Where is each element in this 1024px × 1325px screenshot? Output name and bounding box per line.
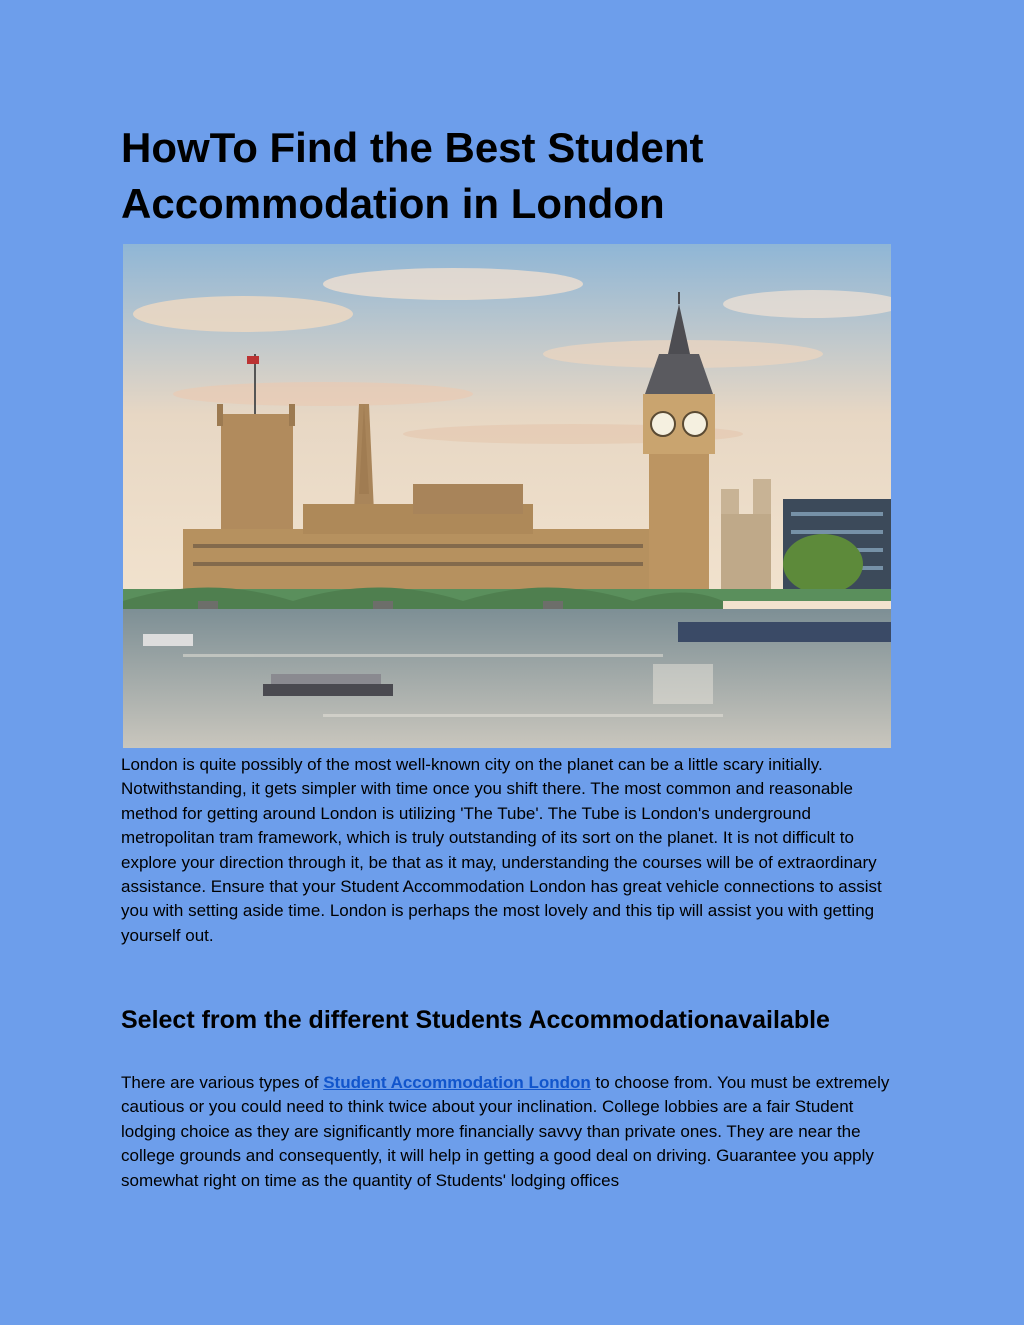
paragraph-text-start: There are various types of <box>121 1073 324 1092</box>
london-westminster-illustration <box>123 244 891 748</box>
intro-paragraph: London is quite possibly of the most well-known city on the planet can be a little scary initially. Notwithstanding, it gets simpler with time once you shift there. The most common and reasonable method for getting around London is utilizing 'The Tube'. The Tube is London's underground metropolitan tram framework, which is truly outstanding of its sort on the planet. It is not difficult to explore your direction through it, be that as it may, understanding the courses will be of extraordinary assistance. Ensure that your Student Accommodation London has great vehicle connections to assist you with setting aside time. London is perhaps the most lovely and this tip will assist you with getting yourself out. <box>121 755 882 945</box>
hero-image <box>123 244 891 748</box>
student-accommodation-link[interactable]: Student Accommodation London <box>323 1073 591 1092</box>
accommodation-paragraph <box>121 1071 905 1193</box>
page-title: HowTo Find the Best Student Accommodation in London <box>121 124 704 227</box>
section-heading: Select from the different Students Accommodationavailable <box>121 1006 830 1034</box>
paragraph-text-end: to choose from. You must be extremely cautious or you could need to think twice about your inclination. College lobbies are a fair Student lodging choice as they are significantly more financially savvy than private ones. They are near the college grounds and consequently, it will help in getting a good deal on driving. Guarantee you apply somewhat right on time as the quantity of Students' lodging offices <box>121 1073 890 1190</box>
